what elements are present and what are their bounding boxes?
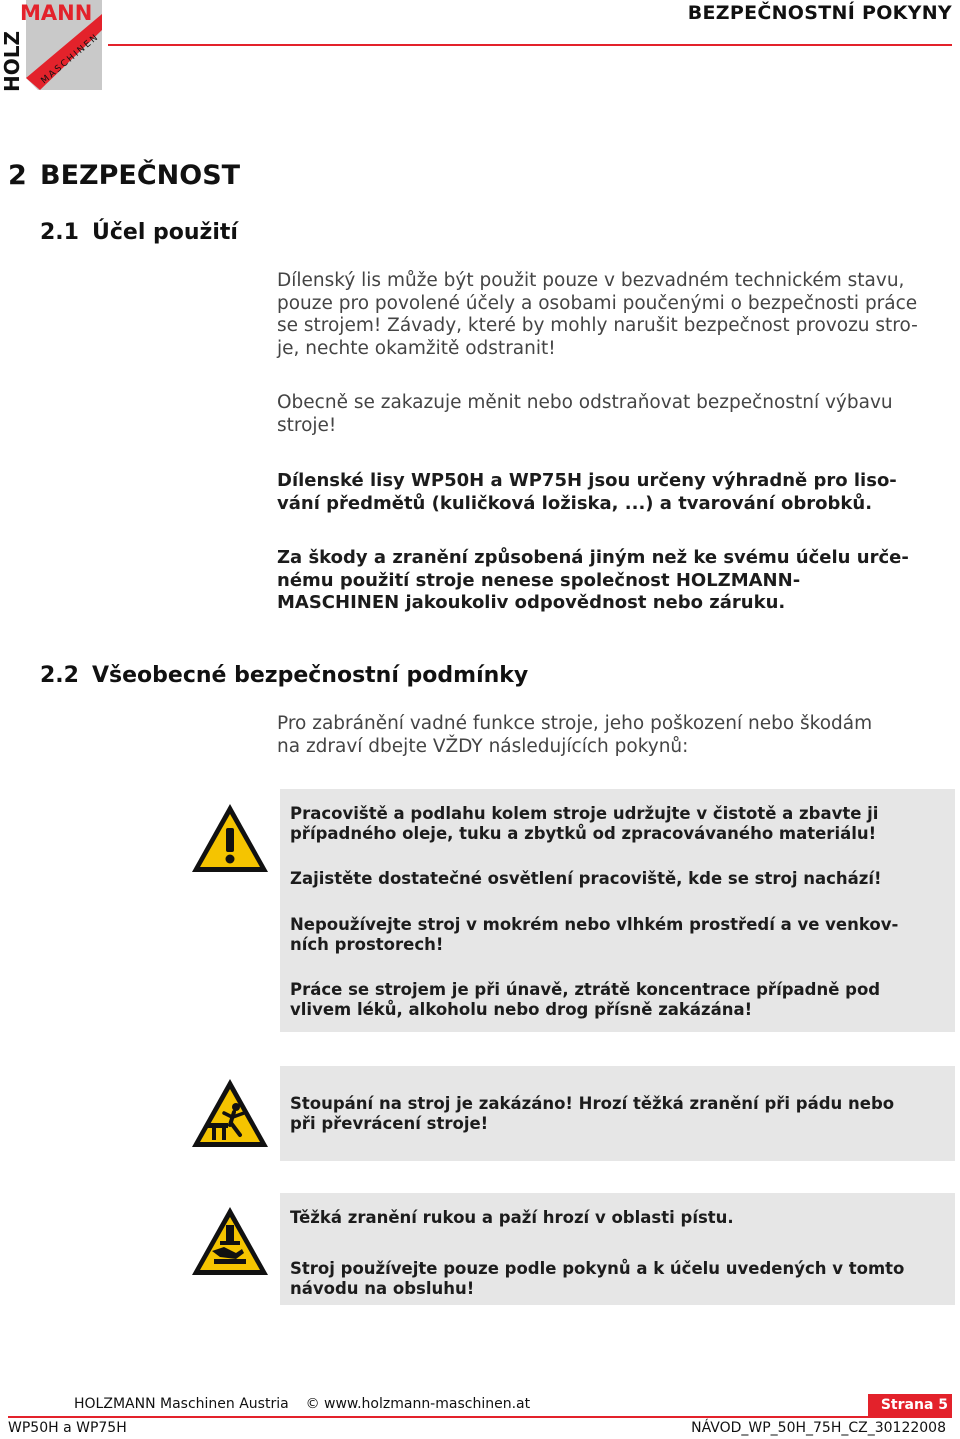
warning-item <box>290 804 878 844</box>
paragraph-usage-conditions <box>277 270 949 360</box>
text-line: Obecně se zakazuje měnit nebo odstraňovat bezpečnostní výbavu <box>277 392 893 413</box>
text-line: nému použití stroje nenese společnost HOLZMANN- <box>277 569 801 591</box>
general-warning-icon <box>190 802 270 874</box>
text-line: na zdraví dbejte VŽDY následujících pokynů: <box>277 735 689 757</box>
text-line: Stoupání na stroj je zakázáno! Hrozí těžká zranění při pádu nebo <box>290 1094 895 1113</box>
text-line: Stroj používejte pouze podle pokynů a k účelu uvedených v tomto <box>290 1259 905 1278</box>
subsection-heading-purpose <box>40 220 238 245</box>
holzmann-logo <box>0 0 108 96</box>
header-divider <box>108 44 952 46</box>
text-line: Pro zabránění vadné funkce stroje, jeho poškození nebo škodám <box>277 713 873 734</box>
text-line: Dílenské lisy WP50H a WP75H jsou určeny výhradně pro liso- <box>277 470 897 491</box>
svg-text:MANN: MANN <box>20 1 93 25</box>
footer-document-id: NÁVOD_WP_50H_75H_CZ_30122008 <box>691 1420 946 1436</box>
text-line: pouze pro povolené účely a osobami poučenými o bezpečnosti práce <box>277 292 918 314</box>
warning-box-workplace <box>280 789 955 1032</box>
text-line: ních prostorech! <box>290 935 444 954</box>
warning-item <box>290 980 880 1020</box>
section-title: BEZPEČNOST <box>40 160 241 191</box>
subsection-title: Všeobecné bezpečnostní podmínky <box>92 663 529 688</box>
text-line: návodu na obsluhu! <box>290 1279 475 1298</box>
text-line: se strojem! Závady, které by mohly narušit bezpečnost provozu stro- <box>277 315 918 336</box>
subsection-number: 2.1 <box>40 220 79 245</box>
hand-crush-icon <box>190 1205 270 1277</box>
warning-item <box>290 1259 904 1299</box>
website-link[interactable]: www.holzmann-maschinen.at <box>324 1396 531 1412</box>
text-line: při převrácení stroje! <box>290 1114 489 1133</box>
copyright-icon: © <box>305 1396 320 1412</box>
footer-company <box>74 1396 530 1412</box>
text-line: Nepoužívejte stroj v mokrém nebo vlhkém prostředí a ve venkov- <box>290 915 899 934</box>
section-heading <box>8 160 240 191</box>
text-line: MASCHINEN jakoukoliv odpovědnost nebo záruku. <box>277 592 786 613</box>
text-line: Za škody a zranění způsobená jiným než ke svému účelu urče- <box>277 547 909 568</box>
paragraph-liability <box>277 547 949 615</box>
text-line: Dílenský lis může být použit pouze v bezvadném technickém stavu, <box>277 270 905 291</box>
section-number: 2 <box>8 160 27 191</box>
text-line: Zajistěte dostatečné osvětlení pracoviště, kde se stroj nachází! <box>290 869 882 888</box>
company-name: HOLZMANN Maschinen Austria <box>74 1396 289 1412</box>
text-line: Práce se strojem je při únavě, ztrátě koncentrace případně pod <box>290 980 881 999</box>
svg-text:HOLZ: HOLZ <box>0 31 24 92</box>
paragraph-intended-use <box>277 470 949 515</box>
footer-model: WP50H a WP75H <box>8 1420 127 1436</box>
text-line: stroje! <box>277 414 337 436</box>
text-line: vlivem léků, alkoholu nebo drog přísně zakázána! <box>290 1000 753 1019</box>
header-title: BEZPEČNOSTNÍ POKYNY <box>687 2 952 24</box>
fall-hazard-icon <box>190 1077 270 1149</box>
subsection-heading-general-safety <box>40 663 528 688</box>
warning-item <box>290 869 882 889</box>
page-number-badge: Strana 5 <box>868 1394 952 1416</box>
warning-box-climbing <box>280 1066 955 1161</box>
footer-divider <box>8 1416 952 1418</box>
paragraph-intro <box>277 713 949 758</box>
subsection-title: Účel použití <box>92 220 238 245</box>
text-line: Těžká zranění rukou a paží hrozí v oblasti pístu. <box>290 1208 734 1227</box>
text-line: případného oleje, tuku a zbytků od zpracovávaného materiálu! <box>290 824 877 843</box>
warning-box-piston <box>280 1193 955 1305</box>
paragraph-safety-equipment <box>277 392 949 437</box>
text-line: vání předmětů (kuličková ložiska, ...) a tvarování obrobků. <box>277 492 873 514</box>
text-line: Pracoviště a podlahu kolem stroje udržujte v čistotě a zbavte ji <box>290 804 879 823</box>
warning-item <box>290 1094 894 1134</box>
text-line: je, nechte okamžitě odstranit! <box>277 337 556 359</box>
svg-text:MASCHINEN: MASCHINEN <box>39 32 102 87</box>
subsection-number: 2.2 <box>40 663 79 688</box>
warning-item <box>290 915 898 955</box>
warning-item <box>290 1208 734 1228</box>
